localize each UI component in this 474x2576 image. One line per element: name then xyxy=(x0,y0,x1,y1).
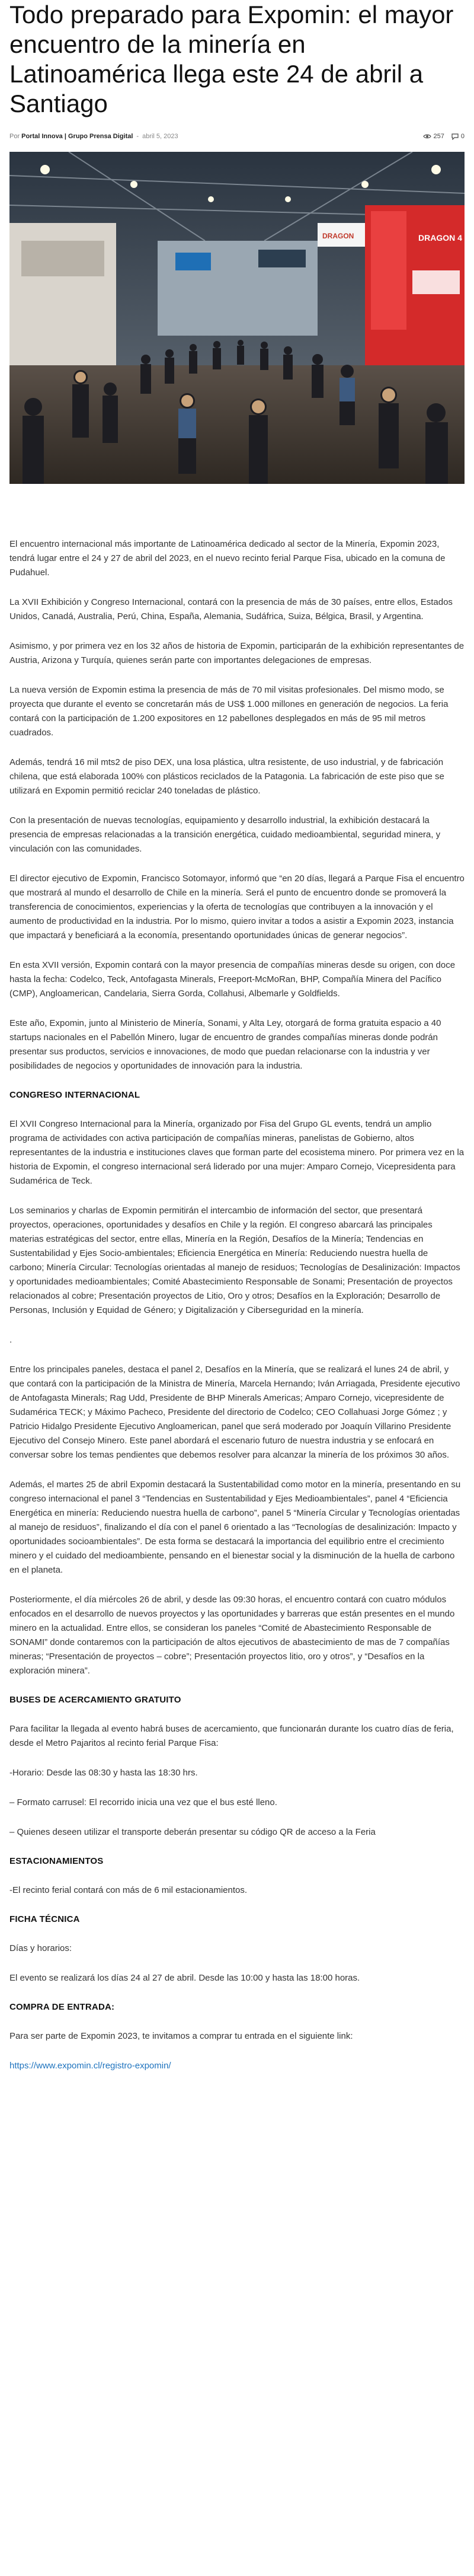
eye-icon xyxy=(423,133,431,139)
comments-count: 0 xyxy=(460,133,465,140)
comment-icon xyxy=(451,133,459,140)
paragraph: Este año, Expomin, junto al Ministerio de Minería, Sonami, y Alta Ley, otorgará de forma gratuita espacio a 40 startups nacionales en el Pabellón Minero, lugar de encuentro de grandes compañías mineras donde podrán presentar sus productos, servicios e innovaciones, de modo que puedan relacionarse con la industria y ver posibilidades de negocios y oportunidades de innovación para la industria. xyxy=(9,1018,441,1071)
booth-sign: DRAGON 4 xyxy=(418,233,462,243)
paragraph: Además, tendrá 16 mil mts2 de piso DEX, una losa plástica, ultra resistente, de uso industrial, y de fabricación chilena, que está elaborada 100% con plásticos reciclados de la Patagonia. La fabricación de este piso que se utilizará en Expomin permitió reciclar 240 toneladas de plástico. xyxy=(9,757,444,796)
paragraph: Días y horarios: xyxy=(9,1943,72,1953)
paragraph: La nueva versión de Expomin estima la presencia de más de 70 mil visitas profesionales. Del mismo modo, se proyecta que durante el evento se concretarán más de US$ 1.000 millones en generación de negocios. La feria contará con la participación de 1.200 expositores en 12 pabellones desplegados en más de 95 mil metros cuadrados. xyxy=(9,685,449,738)
separator-dot: . xyxy=(9,1335,12,1345)
meta-counters xyxy=(423,133,465,140)
expo-crowd-photo xyxy=(9,152,465,484)
by-label: Por xyxy=(9,133,20,140)
views-counter xyxy=(423,133,444,140)
section-heading: COMPRA DE ENTRADA: xyxy=(9,2002,115,2012)
paragraph: Además, el martes 25 de abril Expomin destacará la Sustentabilidad como motor en la minería, presentando en su congreso internacional el panel 3 “Tendencias en Sustentabilidad y Ejes Medioambientales”, panel 4 “Eficiencia Energética en minería: Reduciendo nuestra huella de carbono”, panel 5 “Minería Circular y Tecnologías orientadas al manejo de residuos”, finalizando el día con el panel 6 orientado a las “Tecnologías de desalinización: Impacto y oportunidades socioambientales”. De esta forma se destacará la importancia del equilibrio entre el crecimiento minero y el cuidado del medioambiente, pensando en el bienestar social y la disminución de la huella de carbono en el planeta. xyxy=(9,1480,461,1575)
paragraph: El evento se realizará los días 24 al 27 de abril. Desde las 10:00 y hasta las 18:00 horas. xyxy=(9,1973,360,1983)
paragraph: Los seminarios y charlas de Expomin permitirán el intercambio de información del sector, que presentará proyectos, operaciones, oportunidades y desafíos en Chile y la región. El congreso abarcará las principales materias estratégicas del sector, entre ellas, Minería en la Región, Desafíos de la Minería; Tendencias en Sustentabilidad y Ejes Socio-ambientales; Eficiencia Energética en Minería: Reduciendo nuestra huella de carbono; Minería Circular: Tecnologías orientadas al manejo de residuos; Tecnologías de Desalinización: Impactos y oportunidades medioambientales; Comité Abastecimiento Responsable de Sonami; Presentación de proyectos relacionados al cobre; Presentación proyectos de Litio, Oro y otros; Desafíos en la Exploración; Desarrollo de Personas, Inclusión y Equidad de Género; y Digitalización y Ciberseguridad en la minería. xyxy=(9,1206,460,1315)
views-count: 257 xyxy=(433,133,444,140)
paragraph: El XVII Congreso Internacional para la Minería, organizado por Fisa del Grupo GL events, tendrá un amplio programa de actividades con activa participación de compañías mineras, panelistas de Gobierno, altos representantes de la industria e instituciones claves que forman parte del ecosistema minero. Por primera vez en la historia de Expomin, el congreso internacional será liderado por una mujer: Amparo Cornejo, Vicepresidenta para Sudamérica de Teck. xyxy=(9,1119,465,1186)
paragraph: Asimismo, y por primera vez en los 32 años de historia de Expomin, participarán de la exhibición representantes de Austria, Arizona y Turquía, quienes serán parte con importantes delegaciones de empresas. xyxy=(9,641,465,665)
dragon-banner: DRAGON xyxy=(322,232,354,240)
paragraph: Para facilitar la llegada al evento habrá buses de acercamiento, que funcionarán durante los cuatro días de feria, desde el Metro Pajaritos al recinto ferial Parque Fisa: xyxy=(9,1724,454,1748)
section-heading: BUSES DE ACERCAMIENTO GRATUITO xyxy=(9,1695,181,1705)
paragraph: La XVII Exhibición y Congreso Internacional, contará con la presencia de más de 30 países, entre ellos, Estados Unidos, Canadá, Australia, Perú, China, España, Alemania, Sudáfrica, Suiza, Bélgica, Brasil, y Argentina. xyxy=(9,597,453,621)
article-body xyxy=(0,537,474,2073)
link-paragraph xyxy=(9,2059,465,2073)
meta-separator: - xyxy=(136,133,139,140)
paragraph: -Horario: Desde las 08:30 y hasta las 18:30 hrs. xyxy=(9,1768,198,1778)
paragraph: Para ser parte de Expomin 2023, te invitamos a comprar tu entrada en el siguiente link: xyxy=(9,2031,353,2041)
publish-date: abril 5, 2023 xyxy=(142,133,178,140)
paragraph: – Formato carrusel: El recorrido inicia una vez que el bus esté lleno. xyxy=(9,1797,277,1807)
registration-link[interactable]: https://www.expomin.cl/registro-expomin/ xyxy=(9,2061,171,2071)
author-link[interactable]: Portal Innova | Grupo Prensa Digital xyxy=(21,133,133,140)
paragraph: Entre los principales paneles, destaca el panel 2, Desafíos en la Minería, que se realizará el lunes 24 de abril, y que contará con la participación de la Ministra de Minería, Marcela Hernando; Iván Arriagada, Presidente ejecutivo de Antofagasta Minerals; Rag Udd, Presidente de BHP Minerals Americas; Amparo Cornejo, vicepresidente de Sudamérica TECK; y Máximo Pacheco, Presidente del directorio de Codelco; CEO Collahuasi Jorge Gómez ; y Patricio Hidalgo Presidente Ejecutivo Angloamerican, panel que será moderado por Joaquín Villarino Presidente Ejecutivo del Consejo Minero. Este panel abordará el escenario futuro de nuestra industria y se enfocará en conversar sobre los temas pendientes que debemos resolver para alcanzar la minería de los próximos 30 años. xyxy=(9,1364,460,1460)
paragraph: En esta XVII versión, Expomin contará con la mayor presencia de compañías mineras desde su origen, con doce hasta la fecha: Codelco, Teck, Antofagasta Minerals, Freeport-McMoRan, BHP, Compañía Minera del Pacífico (CMP), Angloamerican, Candelaria, Sierra Gorda, Collahusi, Albemarle y Goldfields. xyxy=(9,960,456,999)
section-heading: CONGRESO INTERNACIONAL xyxy=(9,1090,140,1100)
section-heading: ESTACIONAMIENTOS xyxy=(9,1856,104,1866)
paragraph: Posteriormente, el día miércoles 26 de abril, y desde las 09:30 horas, el encuentro contará con cuatro módulos enfocados en el desarrollo de nuevos proyectos y las oportunidades y barreras que están presentes en el mundo minero en la actualidad. Entre ellos, se consideran los paneles “Comité de Abastecimiento Responsable de SONAMI” donde contaremos con la participación de altos ejecutivos de abastecimiento de mas de 7 compañías mineras; “Presentación de proyectos – cobre”; Presentación proyectos litio, oro y otros”, y “Desafíos en la exploración minera”. xyxy=(9,1595,455,1676)
hero-image xyxy=(9,152,465,484)
section-heading: FICHA TÉCNICA xyxy=(9,1914,80,1924)
comments-counter[interactable] xyxy=(451,133,465,140)
paragraph: – Quienes deseen utilizar el transporte deberán presentar su código QR de acceso a la Feria xyxy=(9,1827,376,1837)
article-meta xyxy=(0,130,474,142)
article-title: Todo preparado para Expomin: el mayor encuentro de la minería en Latinoamérica llega este 24 de abril a Santiago xyxy=(9,1,454,117)
paragraph: Con la presentación de nuevas tecnologías, equipamiento y desarrollo industrial, la exhibición destacará la presencia de empresas relacionadas a la transición energética, cuidado medioambiental, seguridad minera, y vinculación con las comunidades. xyxy=(9,815,441,854)
paragraph: El director ejecutivo de Expomin, Francisco Sotomayor, informó que “en 20 días, llegará a Parque Fisa el encuentro que mostrará al mundo el desarrollo de Chile en la minería. Será el punto de encuentro donde se promoverá la transferencia de conocimientos, experiencias y la oferta de tecnologías que contribuyen a la innovación y el aumento de productividad en la industria. Por lo mismo, quiero invitar a todos a asistir a Expomin 2023, instancia que impactará y beneficiará a la economía, presentando oportunidades únicas de generar negocios”. xyxy=(9,873,465,941)
paragraph: -El recinto ferial contará con más de 6 mil estacionamientos. xyxy=(9,1885,248,1895)
paragraph: El encuentro internacional más importante de Latinoamérica dedicado al sector de la Minería, Expomin 2023, tendrá lugar entre el 24 y 27 de abril del 2023, en el nuevo recinto ferial Parque Fisa, ubicado en la comuna de Pudahuel. xyxy=(9,539,446,578)
